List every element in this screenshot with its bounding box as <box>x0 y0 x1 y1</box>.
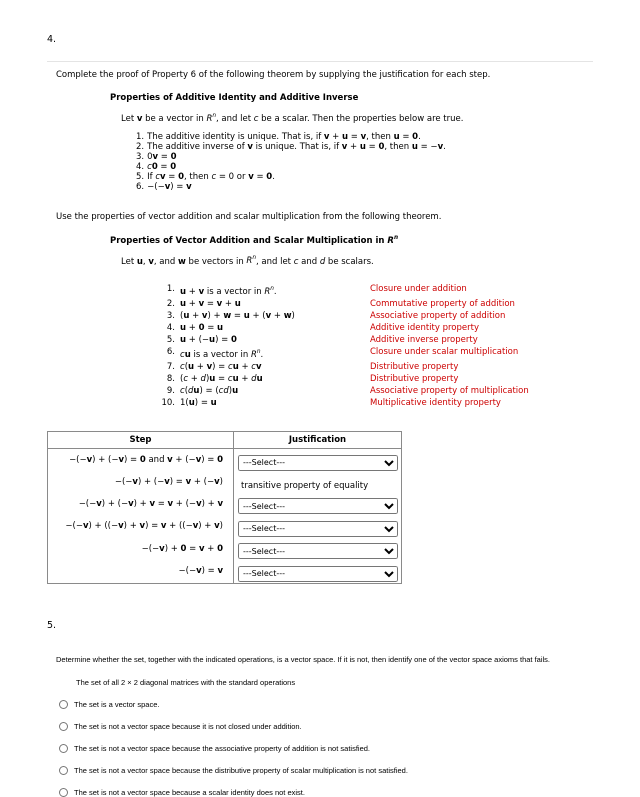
answer-options <box>59 700 593 797</box>
step-column-header: Step <box>48 432 234 449</box>
proof-row <box>48 449 402 472</box>
property-annotation: Associative property of multiplication <box>370 386 529 397</box>
section-divider <box>47 61 593 62</box>
property-formula: c(u + v) = cu + cv <box>180 362 262 373</box>
property-formula: u + 0 = u <box>180 323 224 334</box>
use-properties-text: Use the properties of vector addition and scalar multiplication from the following theorem. <box>56 211 442 222</box>
property-number: 3. <box>166 311 175 322</box>
property-formula: (c + d)u = cu + du <box>180 374 263 385</box>
property-number: 10. <box>161 398 175 409</box>
proof-step: −(−v) + (−v) = 0 and v + (−v) = 0 <box>48 449 234 472</box>
property-row <box>110 310 593 322</box>
problem-5-number: 5. <box>47 619 57 631</box>
proof-row <box>48 493 402 516</box>
list-item <box>136 132 593 142</box>
property-number: 5. <box>166 335 175 346</box>
list-item <box>136 182 593 192</box>
property-annotation: Closure under scalar multiplication <box>370 347 519 358</box>
item-text: The additive inverse of v is unique. That is, if v + u = 0, then u = −v. <box>147 141 446 152</box>
proof-step: −(−v) + (−v) + v = v + (−v) + v <box>48 493 234 516</box>
property-number: 1. <box>166 284 175 295</box>
item-number: 4. <box>136 161 145 172</box>
list-item <box>136 152 593 162</box>
theorem-2-lead: Let u, v, and w be vectors in $R^n$, and let c and d be scalars. <box>121 255 374 267</box>
proof-table-header-row <box>48 432 402 449</box>
property-annotation: Commutative property of addition <box>370 299 515 310</box>
property-row <box>110 373 593 385</box>
answer-label[interactable]: The set is not a vector space because a scalar identity does not exist. <box>74 787 305 797</box>
problem-4-instructions: Complete the proof of Property 6 of the following theorem by supplying the justification for each step. <box>56 70 491 80</box>
problem-4 <box>47 34 593 584</box>
theorem-additive-identity <box>110 93 593 192</box>
theorem-2-title: Properties of Vector Addition and Scalar Multiplication in $R^n$ <box>110 234 399 246</box>
proof-step: −(−v) + (−v) = v + (−v) <box>48 472 234 493</box>
item-number: 6. <box>136 181 145 192</box>
answer-label[interactable]: The set is a vector space. <box>74 699 160 709</box>
answer-radio[interactable] <box>59 700 68 709</box>
property-number: 4. <box>166 323 175 334</box>
property-annotation: Additive inverse property <box>370 335 478 346</box>
property-row <box>110 283 593 298</box>
property-annotation: Multiplicative identity property <box>370 398 501 409</box>
property-number: 8. <box>166 374 175 385</box>
proof-row <box>48 538 402 561</box>
proof-row <box>48 515 402 538</box>
property-formula: c(du) = (cd)u <box>180 386 239 397</box>
property-formula: cu is a vector in $R^n$. <box>180 349 264 361</box>
property-number: 7. <box>166 362 175 373</box>
item-number: 5. <box>136 171 145 182</box>
answer-radio[interactable] <box>59 788 68 797</box>
problem-5 <box>47 620 593 797</box>
proof-step: −(−v) = v <box>48 560 234 583</box>
list-item <box>136 172 593 182</box>
theorem-1-lead: Let v be a vector in $R^n$, and let c be a scalar. Then the properties below are true. <box>121 113 464 124</box>
theorem-1-list <box>136 132 593 192</box>
item-text: The additive identity is unique. That is, if v + u = v, then u = 0. <box>147 131 421 142</box>
problem-4-number: 4. <box>47 34 57 45</box>
answer-option <box>59 722 593 731</box>
answer-radio[interactable] <box>59 722 68 731</box>
property-row <box>110 298 593 310</box>
property-number: 2. <box>166 299 175 310</box>
answer-option <box>59 766 593 775</box>
property-row <box>110 361 593 373</box>
property-formula: u + (−u) = 0 <box>180 335 237 346</box>
property-row <box>110 385 593 397</box>
justification-select[interactable] <box>238 521 398 537</box>
justification-select[interactable] <box>238 498 398 514</box>
answer-label[interactable]: The set is not a vector space because the associative property of addition is not satisfied. <box>74 743 370 753</box>
problem-5-instructions: Determine whether the set, together with the indicated operations, is a vector space. If it is not, then identify one of the vector space axioms that fails. <box>56 654 551 664</box>
item-number: 1. <box>136 131 145 142</box>
property-annotation: Associative property of addition <box>370 311 506 322</box>
theorem-2-list <box>110 283 593 409</box>
theorem-vector-addition <box>110 235 593 409</box>
property-formula: u + v = v + u <box>180 299 241 310</box>
item-number: 2. <box>136 141 145 152</box>
proof-table <box>47 431 402 584</box>
justification-select[interactable] <box>238 543 398 559</box>
property-annotation: Additive identity property <box>370 323 479 334</box>
justification-given-text: transitive property of equality <box>241 480 369 491</box>
list-item <box>136 142 593 152</box>
item-number: 3. <box>136 151 145 162</box>
property-row <box>110 346 593 361</box>
proof-step: −(−v) + ((−v) + v) = v + ((−v) + v) <box>48 515 234 538</box>
item-text: 0v = 0 <box>147 151 177 162</box>
proof-row <box>48 560 402 583</box>
answer-label[interactable]: The set is not a vector space because it is not closed under addition. <box>74 721 302 731</box>
set-description: The set of all 2 × 2 diagonal matrices with the standard operations <box>76 677 296 687</box>
property-formula: 1(u) = u <box>180 398 217 409</box>
property-row <box>110 322 593 334</box>
property-annotation: Distributive property <box>370 374 459 385</box>
answer-label[interactable]: The set is not a vector space because the distributive property of scalar multiplication is not satisfied. <box>74 765 408 775</box>
property-annotation: Distributive property <box>370 362 459 373</box>
answer-option <box>59 744 593 753</box>
property-annotation: Closure under addition <box>370 284 467 295</box>
answer-option <box>59 700 593 709</box>
property-row <box>110 334 593 346</box>
property-number: 9. <box>166 386 175 397</box>
property-formula: (u + v) + w = u + (v + w) <box>180 311 295 322</box>
item-text: c0 = 0 <box>147 161 177 172</box>
property-number: 6. <box>166 347 175 358</box>
proof-row <box>48 472 402 493</box>
item-text: If cv = 0, then c = 0 or v = 0. <box>147 171 275 182</box>
justification-select[interactable] <box>238 455 398 471</box>
item-text: −(−v) = v <box>147 181 192 192</box>
answer-radio[interactable] <box>59 744 68 753</box>
property-row <box>110 397 593 409</box>
answer-option <box>59 788 593 797</box>
property-formula: u + v is a vector in $R^n$. <box>180 286 277 298</box>
answer-radio[interactable] <box>59 766 68 775</box>
theorem-1-title: Properties of Additive Identity and Additive Inverse <box>110 93 359 103</box>
proof-step: −(−v) + 0 = v + 0 <box>48 538 234 561</box>
justification-column-header: Justification <box>234 432 402 449</box>
justification-select[interactable] <box>238 566 398 582</box>
list-item <box>136 162 593 172</box>
